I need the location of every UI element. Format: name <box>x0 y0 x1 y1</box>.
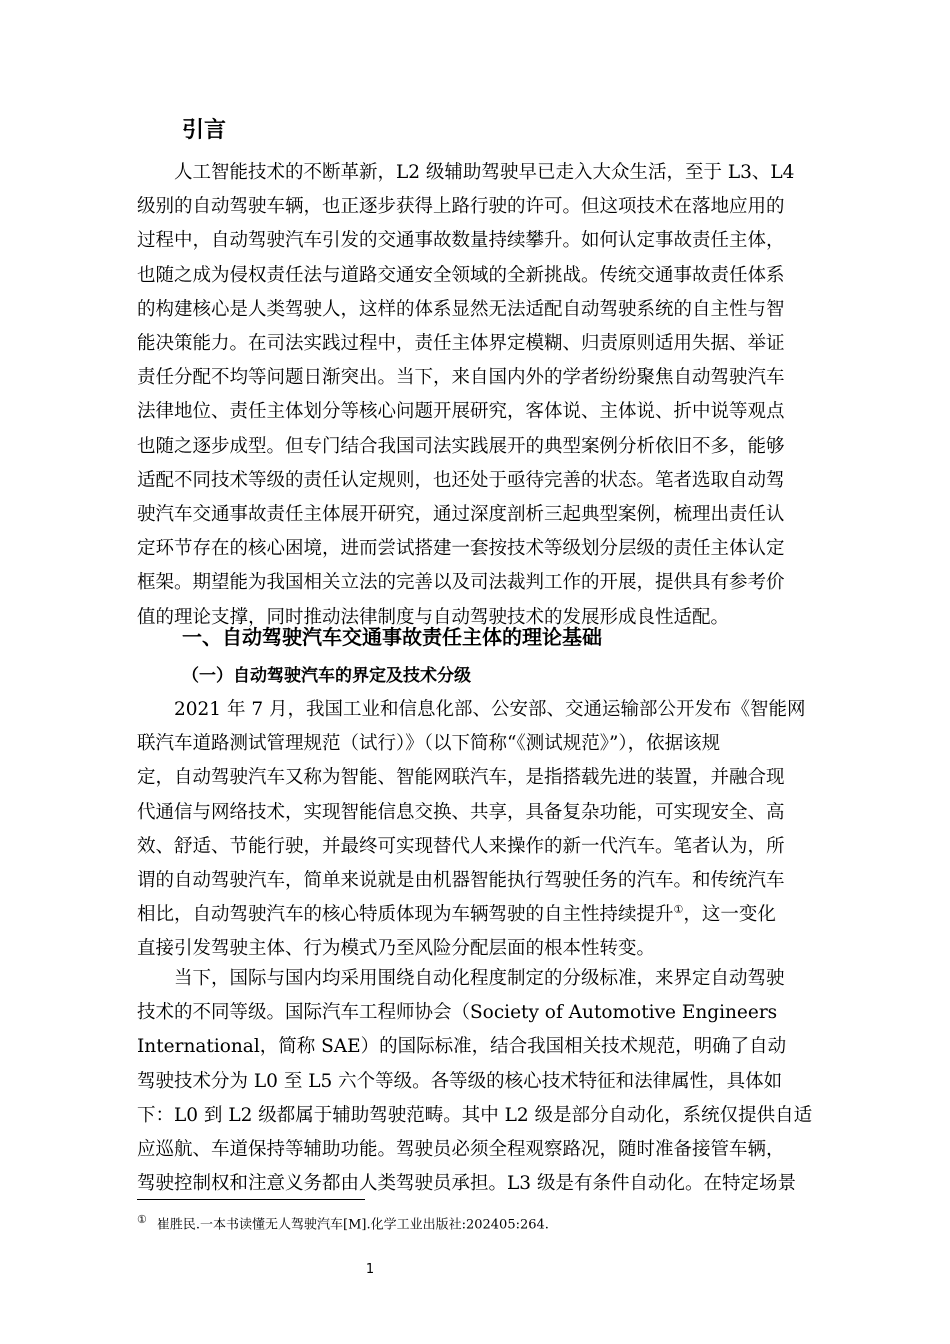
text-line: 应巡航、车道保持等辅助功能。驾驶员必须全程观察路况，随时准备接管车辆， <box>137 1139 785 1161</box>
text-line: 法律地位、责任主体划分等核心问题开展研究，客体说、主体说、折中说等观点 <box>137 401 785 423</box>
text-line: 直接引发驾驶主体、行为模式乃至风险分配层面的根本性转变。 <box>137 938 656 960</box>
text-line: 驾驶技术分为 L0 至 L5 六个等级。各等级的核心技术特征和法律属性，具体如 <box>137 1070 783 1092</box>
text-line: 驶汽车交通事故责任主体展开研究，通过深度剖析三起典型案例，梳理出责任认 <box>137 504 785 526</box>
footnote-divider <box>137 1199 365 1200</box>
text-segment: ，这一变化 <box>683 904 776 926</box>
text-line: 效、舒适、节能行驶，并最终可实现替代人来操作的新一代汽车。笔者认为，所 <box>137 835 785 857</box>
section-heading: 一、自动驾驶汽车交通事故责任主体的理论基础 <box>182 625 602 649</box>
intro-paragraph <box>137 156 813 635</box>
text-line <box>137 898 813 932</box>
text-line: 适配不同技术等级的责任认定规则，也还处于亟待完善的状态。笔者选取自动驾 <box>137 469 785 491</box>
text-line: 值的理论支撑，同时推动法律制度与自动驾驶技术的发展形成良性适配。 <box>137 606 730 628</box>
text-line: 下：L0 到 L2 级都属于辅助驾驶范畴。其中 L2 级是部分自动化，系统仅提供自适 <box>137 1104 813 1126</box>
text-segment: 相比，自动驾驶汽车的核心特质体现为车辆驾驶的自主性持续提升 <box>137 904 674 926</box>
text-line: 能决策能力。在司法实践过程中，责任主体界定模糊、归责原则适用失据、举证 <box>137 333 785 355</box>
text-line: 驾驶控制权和注意义务都由人类驾驶员承担。L3 级是有条件自动化。在特定场景 <box>137 1173 796 1195</box>
text-line: 定，自动驾驶汽车又称为智能、智能网联汽车，是指搭载先进的装置，并融合现 <box>137 767 785 789</box>
footnote-reference[interactable]: ① <box>673 903 684 917</box>
text-line: 定环节存在的核心困境，进而尝试搭建一套按技术等级划分层级的责任主体认定 <box>137 538 785 560</box>
text-line: 框架。期望能为我国相关立法的完善以及司法裁判工作的开展，提供具有参考价 <box>137 572 785 594</box>
footnote-mark: ① <box>137 1213 147 1226</box>
text-line: 当下，国际与国内均采用围绕自动化程度制定的分级标准，来界定自动驾驶 <box>174 968 785 989</box>
intro-heading: 引言 <box>182 118 227 143</box>
text-line: 也随之成为侵权责任法与道路交通安全领域的全新挑战。传统交通事故责任体系 <box>137 264 785 286</box>
text-line: 责任分配不均等问题日渐突出。当下，来自国内外的学者纷纷聚焦自动驾驶汽车 <box>137 367 785 389</box>
text-line: 技术的不同等级。国际汽车工程师协会（Society of Automotive Engineers <box>137 1002 778 1024</box>
text-line: 级别的自动驾驶车辆，也正逐步获得上路行驶的许可。但这项技术在落地应用的 <box>137 196 785 218</box>
text-line: 2021 年 7 月，我国工业和信息化部、公安部、交通运输部公开发布《智能网 <box>174 699 806 720</box>
section-paragraph-2 <box>137 962 813 1201</box>
section-paragraph-1 <box>137 693 813 967</box>
text-line: 的构建核心是人类驾驶人，这样的体系显然无法适配自动驾驶系统的自主性与智 <box>137 298 785 320</box>
text-line: 谓的自动驾驶汽车，简单来说就是由机器智能执行驾驶任务的汽车。和传统汽车 <box>137 870 785 892</box>
text-line: 人工智能技术的不断革新，L2 级辅助驾驶早已走入大众生活，至于 L3、L4 <box>174 162 795 183</box>
text-line: 联汽车道路测试管理规范（试行）》（以下简称“《测试规范》”），依据该规 <box>137 733 721 755</box>
page-number: 1 <box>365 1262 375 1277</box>
text-line: 代通信与网络技术，实现智能信息交换、共享，具备复杂功能，可实现安全、高 <box>137 801 785 823</box>
text-line: 过程中，自动驾驶汽车引发的交通事故数量持续攀升。如何认定事故责任主体， <box>137 230 785 252</box>
text-line: 也随之逐步成型。但专门结合我国司法实践展开的典型案例分析依旧不多，能够 <box>137 435 785 457</box>
subsection-heading: （一）自动驾驶汽车的界定及技术分级 <box>182 666 471 686</box>
text-line: International，简称 SAE）的国际标准，结合我国相关技术规范，明确了自动 <box>137 1036 787 1058</box>
footnote-text: 崔胜民.一本书读懂无人驾驶汽车[M].化学工业出版社:202405:264. <box>156 1217 549 1233</box>
footnote <box>137 1210 549 1235</box>
